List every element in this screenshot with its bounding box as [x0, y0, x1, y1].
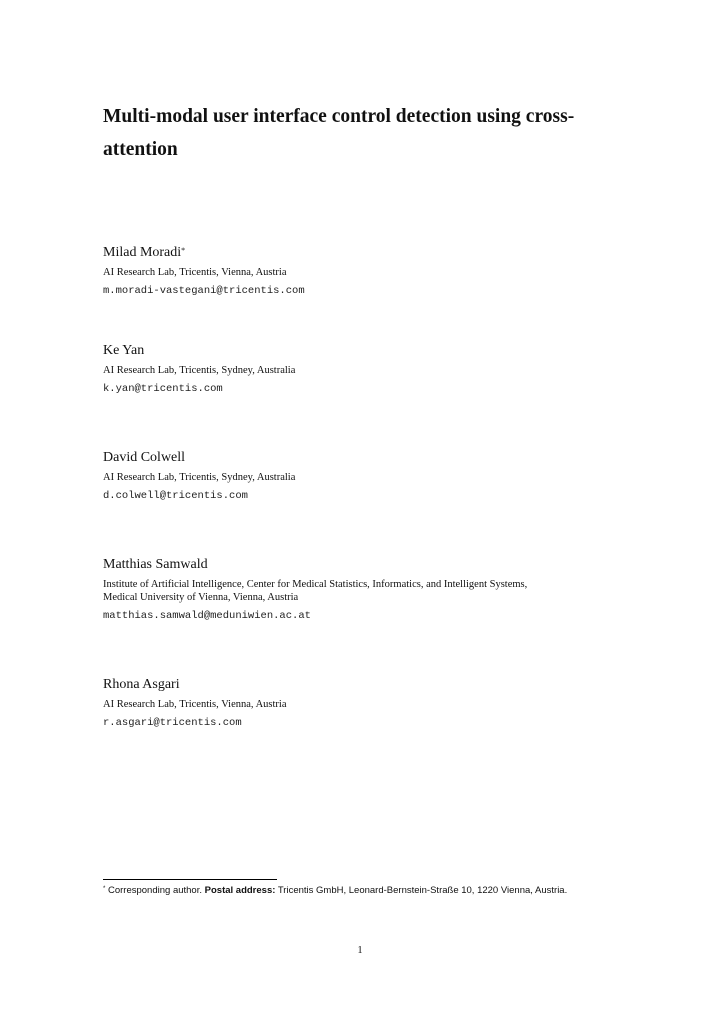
author-email: d.colwell@tricentis.com — [103, 490, 248, 502]
author-name — [103, 244, 643, 262]
corresponding-author-mark: * — [181, 246, 186, 255]
affiliation-line-2: Medical University of Vienna, Vienna, Austria — [103, 592, 299, 603]
footnote-mark: * — [103, 886, 106, 892]
author-block-1 — [103, 244, 643, 298]
affiliation-line-1: Institute of Artificial Intelligence, Center for Medical Statistics, Informatics, and Intelligent Systems, — [103, 579, 528, 590]
paper-title — [103, 100, 623, 166]
author-block-4 — [103, 556, 643, 623]
author-affiliation: AI Research Lab, Tricentis, Sydney, Australia — [103, 365, 296, 376]
footnote — [103, 884, 623, 897]
author-email: k.yan@tricentis.com — [103, 383, 223, 395]
footnote-label: Postal address: — [204, 885, 276, 896]
author-affiliation: AI Research Lab, Tricentis, Sydney, Australia — [103, 472, 296, 483]
footnote-separator — [103, 879, 277, 880]
title-line-2: attention — [103, 139, 178, 160]
author-name: David Colwell — [103, 450, 186, 465]
author-affiliation: AI Research Lab, Tricentis, Vienna, Austria — [103, 267, 287, 278]
page-number: 1 — [357, 945, 363, 956]
author-block-5 — [103, 676, 643, 730]
author-name: Matthias Samwald — [103, 557, 208, 572]
author-name-text: Milad Moradi — [103, 245, 182, 260]
author-email: matthias.samwald@meduniwien.ac.at — [103, 610, 311, 622]
author-block-3 — [103, 449, 643, 503]
author-affiliation: AI Research Lab, Tricentis, Vienna, Austria — [103, 699, 287, 710]
author-affiliation — [103, 578, 643, 604]
author-name: Rhona Asgari — [103, 677, 180, 692]
title-line-1: Multi-modal user interface control detection using cross- — [103, 106, 575, 127]
author-block-2 — [103, 342, 643, 396]
author-email: r.asgari@tricentis.com — [103, 717, 242, 729]
author-name: Ke Yan — [103, 343, 145, 358]
footnote-text-suffix: Tricentis GmbH, Leonard-Bernstein-Straße 10, 1220 Vienna, Austria. — [275, 885, 568, 896]
author-email: m.moradi-vastegani@tricentis.com — [103, 285, 305, 297]
footnote-text-prefix: Corresponding author. — [105, 885, 205, 896]
